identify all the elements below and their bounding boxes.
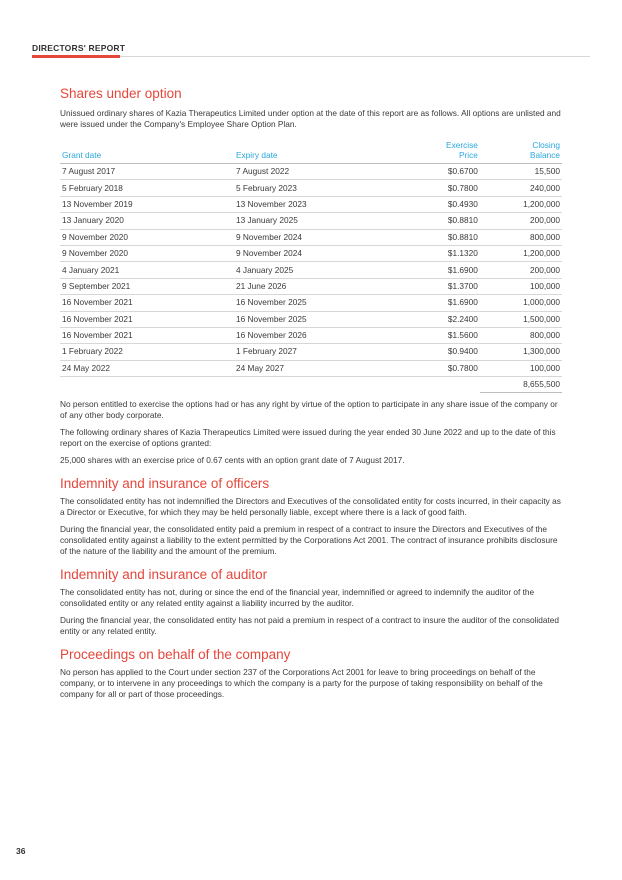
cell-exercise-price: $1.1320 [408,245,480,261]
table-row [60,344,562,360]
section-header-label: DIRECTORS' REPORT [32,43,126,53]
table-row [60,360,562,376]
table-row [60,245,562,261]
indemnity-auditor-paragraph-1: The consolidated entity has not, during or since the end of the financial year, indemnified or agreed to indemnify the auditor of the consolidated entity or any related entity against a liability incurred by the auditor. [60,587,535,609]
table-row [60,196,562,212]
cell-grant-date: 16 November 2021 [60,327,234,343]
table-total-row [60,377,562,393]
total-empty-cell [60,377,234,393]
cell-exercise-price: $1.6900 [408,295,480,311]
cell-closing-balance: 800,000 [480,229,562,245]
report-content [60,86,562,700]
cell-grant-date: 9 November 2020 [60,245,234,261]
cell-grant-date: 4 January 2021 [60,262,234,278]
issued-shares-paragraph: The following ordinary shares of Kazia Therapeutics Limited were issued during the year ended 30 June 2022 and up to the date of this report on the exercise of options granted: [60,427,556,449]
cell-closing-balance: 1,200,000 [480,245,562,261]
table-row [60,327,562,343]
header-exercise-price [408,140,480,164]
cell-closing-balance: 1,000,000 [480,295,562,311]
cell-exercise-price: $0.7800 [408,180,480,196]
total-closing-balance: 8,655,500 [480,377,562,393]
shares-exercised-paragraph: 25,000 shares with an exercise price of 0.67 cents with an option grant date of 7 August 2017. [60,455,405,466]
table-row [60,295,562,311]
cell-exercise-price: $1.5600 [408,327,480,343]
cell-closing-balance: 200,000 [480,213,562,229]
cell-grant-date: 16 November 2021 [60,295,234,311]
cell-closing-balance: 100,000 [480,360,562,376]
cell-closing-balance: 240,000 [480,180,562,196]
table-row [60,278,562,294]
cell-closing-balance: 100,000 [480,278,562,294]
cell-expiry-date: 16 November 2026 [234,327,408,343]
table-row [60,262,562,278]
cell-expiry-date: 16 November 2025 [234,311,408,327]
cell-closing-balance: 1,500,000 [480,311,562,327]
header-closing-balance-line2: Balance [530,150,560,160]
cell-closing-balance: 1,200,000 [480,196,562,212]
shares-intro-paragraph: Unissued ordinary shares of Kazia Therapeutics Limited under option at the date of this report are as follows. All options are unlisted and were issued under the Company's Employee Share Option Plan. [60,108,561,129]
cell-expiry-date: 9 November 2024 [234,229,408,245]
cell-grant-date: 16 November 2021 [60,311,234,327]
cell-closing-balance: 200,000 [480,262,562,278]
cell-grant-date: 13 November 2019 [60,196,234,212]
cell-exercise-price: $0.8810 [408,213,480,229]
total-empty-cell [408,377,480,393]
table-row [60,213,562,229]
cell-exercise-price: $1.6900 [408,262,480,278]
total-empty-cell [234,377,408,393]
cell-exercise-price: $0.9400 [408,344,480,360]
header-closing-balance [480,140,562,164]
cell-grant-date: 5 February 2018 [60,180,234,196]
table-row [60,164,562,180]
cell-exercise-price: $0.6700 [408,164,480,180]
header-accent-bar [32,55,120,58]
cell-exercise-price: $1.3700 [408,278,480,294]
header-closing-balance-line1: Closing [532,140,560,150]
cell-grant-date: 24 May 2022 [60,360,234,376]
cell-grant-date: 9 September 2021 [60,278,234,294]
cell-exercise-price: $0.8810 [408,229,480,245]
indemnity-auditor-paragraph-2: During the financial year, the consolidated entity has not paid a premium in respect of a contract to insure the auditor of the consolidated entity or any related entity. [60,615,560,637]
indemnity-officers-paragraph-1: The consolidated entity has not indemnified the Directors and Executives of the consolidated entity for costs incurred, in their capacity as a Director or Executive, for which they may be held personally liable, except where there is a lack of good faith. [60,496,561,518]
proceedings-heading: Proceedings on behalf of the company [60,647,291,663]
header-exercise-price-line2: Price [458,150,478,160]
cell-expiry-date: 13 January 2025 [234,213,408,229]
cell-grant-date: 1 February 2022 [60,344,234,360]
shares-under-option-heading: Shares under option [60,86,182,101]
cell-grant-date: 7 August 2017 [60,164,234,180]
header-grant-date: Grant date [60,140,234,164]
cell-grant-date: 13 January 2020 [60,213,234,229]
cell-exercise-price: $2.2400 [408,311,480,327]
cell-expiry-date: 13 November 2023 [234,196,408,212]
proceedings-paragraph: No person has applied to the Court under section 237 of the Corporations Act 2001 for leave to bring proceedings on behalf of the company, or to intervene in any proceedings to which the company is a party for the purpose of taking responsibility on behalf of the company for all or part of those proceedings. [60,667,543,700]
cell-exercise-price: $0.4930 [408,196,480,212]
cell-expiry-date: 16 November 2025 [234,295,408,311]
cell-expiry-date: 4 January 2025 [234,262,408,278]
options-table-header-row [60,140,562,164]
no-right-paragraph: No person entitled to exercise the options had or has any right by virtue of the option to participate in any share issue of the company or of any other body corporate. [60,399,558,421]
table-row [60,229,562,245]
cell-expiry-date: 5 February 2023 [234,180,408,196]
options-table [60,140,562,393]
cell-expiry-date: 7 August 2022 [234,164,408,180]
cell-expiry-date: 1 February 2027 [234,344,408,360]
table-row [60,311,562,327]
indemnity-officers-paragraph-2: During the financial year, the consolidated entity paid a premium in respect of a contract to insure the Directors and Executives of the consolidated entity against a liability to the extent permitted by the Corporations Act 2001. The contract of insurance prohibits disclosure of the nature of the liability and the amount of the premium. [60,524,558,557]
indemnity-officers-heading: Indemnity and insurance of officers [60,476,270,492]
table-row [60,180,562,196]
indemnity-auditor-heading: Indemnity and insurance of auditor [60,567,268,583]
cell-expiry-date: 9 November 2024 [234,245,408,261]
cell-grant-date: 9 November 2020 [60,229,234,245]
cell-closing-balance: 1,300,000 [480,344,562,360]
cell-closing-balance: 15,500 [480,164,562,180]
cell-closing-balance: 800,000 [480,327,562,343]
header-exercise-price-line1: Exercise [446,140,478,150]
page-number: 36 [16,846,26,856]
cell-exercise-price: $0.7800 [408,360,480,376]
cell-expiry-date: 24 May 2027 [234,360,408,376]
cell-expiry-date: 21 June 2026 [234,278,408,294]
header-expiry-date: Expiry date [234,140,408,164]
